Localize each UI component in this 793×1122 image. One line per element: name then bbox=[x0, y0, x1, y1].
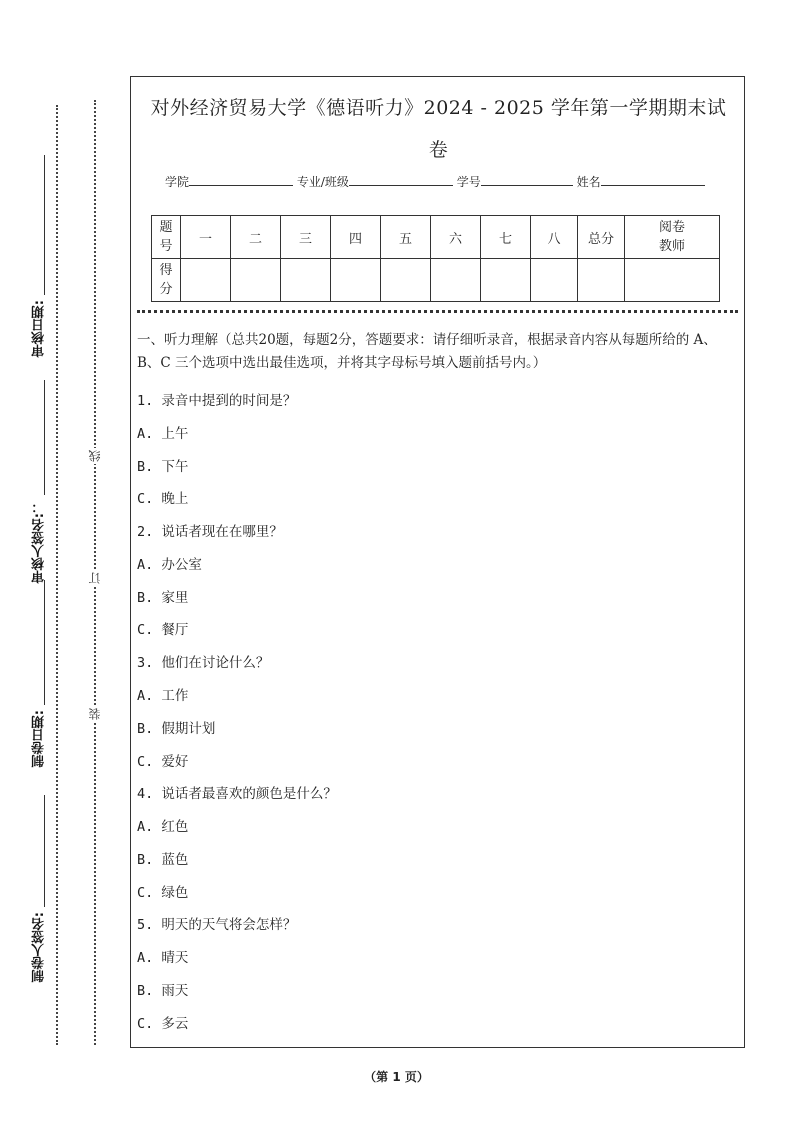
header-cell-5: 五 bbox=[381, 216, 431, 259]
reviewer-signature-line[interactable] bbox=[44, 380, 45, 495]
score-cell[interactable] bbox=[531, 259, 578, 302]
bind-char-staple: 订 bbox=[88, 572, 102, 584]
college-label: 学院 bbox=[165, 175, 190, 189]
header-cell-total: 总分 bbox=[578, 216, 625, 259]
question-4: 4. 说话者最喜欢的颜色是什么？ bbox=[137, 786, 337, 802]
question-1-option-a: A. 上午 bbox=[137, 426, 189, 442]
question-4-option-a: A. 红色 bbox=[137, 819, 189, 835]
question-3-option-b: B. 假期计划 bbox=[137, 721, 216, 737]
score-table-header-row bbox=[152, 216, 720, 259]
question-1-option-b: B. 下午 bbox=[137, 459, 189, 475]
question-1-option-c: C. 晚上 bbox=[137, 491, 189, 507]
major-blank[interactable] bbox=[349, 173, 453, 186]
bind-char-bind: 装 bbox=[88, 708, 102, 720]
maker-date-label: 制卷日期: bbox=[32, 710, 47, 768]
question-2-option-a: A. 办公室 bbox=[137, 557, 202, 573]
name-blank[interactable] bbox=[601, 173, 705, 186]
question-2-option-c: C. 餐厅 bbox=[137, 622, 189, 638]
header-cell-7: 七 bbox=[481, 216, 531, 259]
header-cell-1: 一 bbox=[181, 216, 231, 259]
score-cell-total[interactable] bbox=[578, 259, 625, 302]
college-blank[interactable] bbox=[189, 173, 293, 186]
question-5-option-a: A. 晴天 bbox=[137, 950, 189, 966]
score-cell[interactable] bbox=[481, 259, 531, 302]
student-id-label: 学号 bbox=[456, 175, 481, 189]
question-2: 2. 说话者现在在哪里？ bbox=[137, 524, 283, 540]
question-3-option-c: C. 爱好 bbox=[137, 754, 189, 770]
maker-signature-line[interactable] bbox=[44, 795, 45, 907]
major-label: 专业/班级 bbox=[296, 175, 349, 189]
header-cell-grader: 阅卷 教师 bbox=[625, 216, 720, 259]
exam-title-line2: 卷 bbox=[428, 139, 449, 161]
header-cell-4: 四 bbox=[331, 216, 381, 259]
question-5-option-b: B. 雨天 bbox=[137, 983, 189, 999]
question-5: 5. 明天的天气将会怎样？ bbox=[137, 917, 297, 933]
reviewer-signature-label: 审核人签名:： bbox=[32, 500, 47, 584]
page-number: （第 1 页） bbox=[364, 1070, 429, 1084]
score-cell[interactable] bbox=[281, 259, 331, 302]
header-cell-question-no: 题 号 bbox=[152, 216, 181, 259]
question-4-option-b: B. 蓝色 bbox=[137, 852, 189, 868]
score-cell[interactable] bbox=[331, 259, 381, 302]
score-table bbox=[151, 215, 720, 302]
exam-title-line1: 对外经济贸易大学《德语听力》2024 - 2025 学年第一学期期末试 bbox=[150, 97, 727, 119]
header-cell-2: 二 bbox=[231, 216, 281, 259]
score-cell[interactable] bbox=[181, 259, 231, 302]
maker-date-line[interactable] bbox=[44, 580, 45, 705]
question-3-option-a: A. 工作 bbox=[137, 688, 189, 704]
review-date-line[interactable] bbox=[44, 155, 45, 295]
exam-frame bbox=[130, 76, 745, 1048]
score-cell-grader[interactable] bbox=[625, 259, 720, 302]
score-row-label: 得 分 bbox=[152, 259, 181, 302]
question-1: 1. 录音中提到的时间是？ bbox=[137, 393, 297, 409]
student-id-blank[interactable] bbox=[481, 173, 573, 186]
question-4-option-c: C. 绿色 bbox=[137, 885, 189, 901]
review-date-label: 审核日期: bbox=[32, 300, 47, 358]
exam-title bbox=[131, 87, 746, 171]
bind-char-line: 线 bbox=[88, 450, 102, 462]
maker-signature-label: 制卷人签名: bbox=[32, 912, 47, 983]
header-cell-3: 三 bbox=[281, 216, 331, 259]
score-cell[interactable] bbox=[231, 259, 281, 302]
section1-instructions: 一、听力理解（总共20题，每题2分，答题要求：请仔细听录音，根据录音内容从每题所给的 A、B、C 三个选项中选出最佳选项，并将其字母标号填入题前括号内。） bbox=[137, 332, 717, 371]
header-cell-6: 六 bbox=[431, 216, 481, 259]
student-info-line bbox=[165, 173, 705, 190]
score-table-score-row bbox=[152, 259, 720, 302]
question-5-option-c: C. 多云 bbox=[137, 1016, 189, 1032]
name-label: 姓名 bbox=[576, 175, 601, 189]
question-2-option-b: B. 家里 bbox=[137, 590, 189, 606]
score-cell[interactable] bbox=[431, 259, 481, 302]
inner-dotted-line bbox=[56, 105, 58, 1045]
score-cell[interactable] bbox=[381, 259, 431, 302]
section-separator bbox=[137, 310, 738, 313]
question-3: 3. 他们在讨论什么？ bbox=[137, 655, 270, 671]
header-cell-8: 八 bbox=[531, 216, 578, 259]
